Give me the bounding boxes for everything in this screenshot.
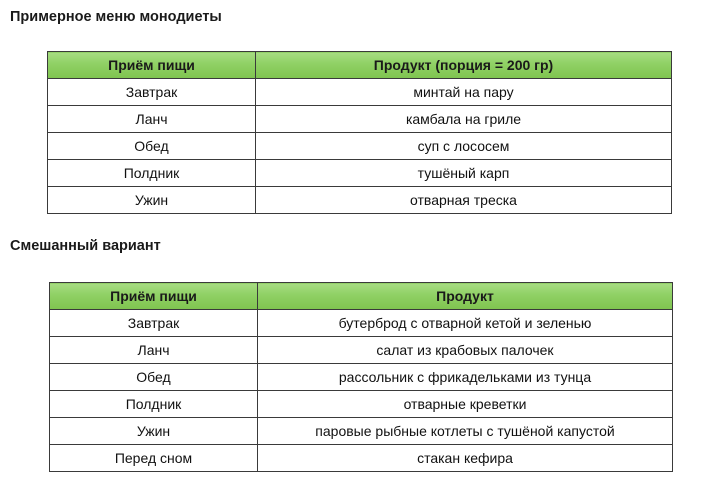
- table-row: [48, 106, 672, 133]
- section-title-monodiet: Примерное меню монодиеты: [10, 9, 222, 25]
- monodiet-menu-table: [47, 51, 672, 214]
- product-cell: суп с лососем: [256, 133, 672, 160]
- product-cell: стакан кефира: [258, 445, 673, 472]
- meal-cell: Ужин: [48, 187, 256, 214]
- table-row: [50, 391, 673, 418]
- product-cell: бутерброд с отварной кетой и зеленью: [258, 310, 673, 337]
- column-header-meal: Приём пищи: [48, 52, 256, 79]
- table-row: [50, 418, 673, 445]
- meal-cell: Ланч: [48, 106, 256, 133]
- table-row: [50, 445, 673, 472]
- mixed-menu-table: [49, 282, 673, 472]
- table-row: [48, 79, 672, 106]
- table-header-row: [50, 283, 673, 310]
- column-header-product: Продукт: [258, 283, 673, 310]
- meal-cell: Завтрак: [48, 79, 256, 106]
- meal-cell: Завтрак: [50, 310, 258, 337]
- product-cell: рассольник с фрикадельками из тунца: [258, 364, 673, 391]
- table-row: [48, 187, 672, 214]
- column-header-meal: Приём пищи: [50, 283, 258, 310]
- table-header-row: [48, 52, 672, 79]
- table-row: [50, 310, 673, 337]
- meal-cell: Перед сном: [50, 445, 258, 472]
- product-cell: камбала на гриле: [256, 106, 672, 133]
- meal-cell: Обед: [50, 364, 258, 391]
- column-header-product: Продукт (порция = 200 гр): [256, 52, 672, 79]
- meal-cell: Ужин: [50, 418, 258, 445]
- table-row: [50, 337, 673, 364]
- meal-cell: Полдник: [50, 391, 258, 418]
- section-title-mixed: Смешанный вариант: [10, 238, 161, 254]
- product-cell: минтай на пару: [256, 79, 672, 106]
- table-row: [48, 133, 672, 160]
- meal-cell: Обед: [48, 133, 256, 160]
- table-row: [50, 364, 673, 391]
- table-row: [48, 160, 672, 187]
- product-cell: тушёный карп: [256, 160, 672, 187]
- meal-cell: Ланч: [50, 337, 258, 364]
- product-cell: отварная треска: [256, 187, 672, 214]
- product-cell: паровые рыбные котлеты с тушёной капустой: [258, 418, 673, 445]
- product-cell: отварные креветки: [258, 391, 673, 418]
- product-cell: салат из крабовых палочек: [258, 337, 673, 364]
- meal-cell: Полдник: [48, 160, 256, 187]
